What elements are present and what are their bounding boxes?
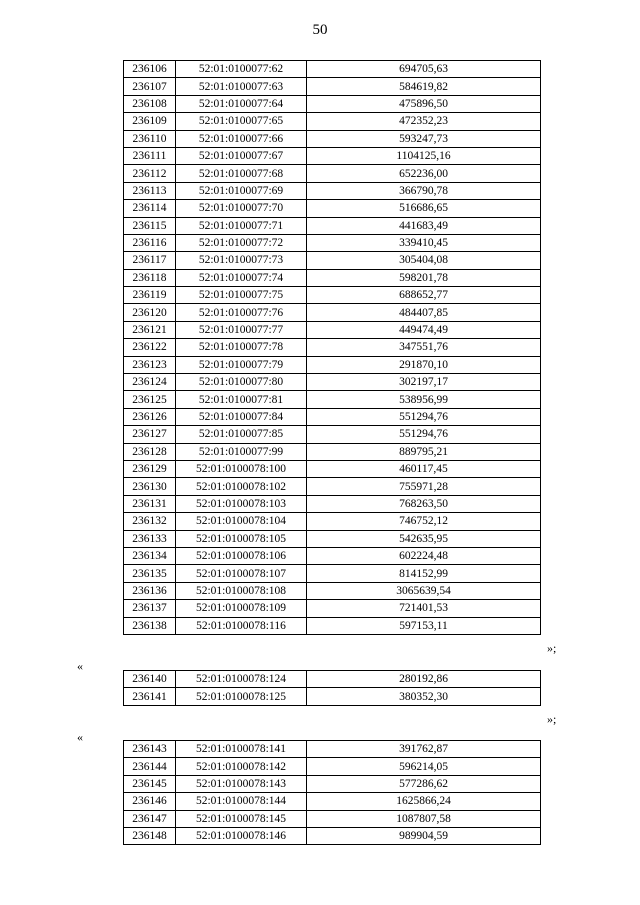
cadastral-number: 52:01:0100078:105 <box>176 530 307 547</box>
table-row <box>124 478 541 495</box>
cadastral-value: 551294,76 <box>307 408 541 425</box>
cadastral-value: 472352,23 <box>307 113 541 130</box>
cadastral-value: 721401,53 <box>307 600 541 617</box>
table-row <box>124 78 541 95</box>
row-number: 236136 <box>124 582 176 599</box>
cadastral-value: 449474,49 <box>307 321 541 338</box>
row-number: 236115 <box>124 217 176 234</box>
cadastral-number: 52:01:0100078:100 <box>176 460 307 477</box>
row-number: 236108 <box>124 95 176 112</box>
cadastral-value: 755971,28 <box>307 478 541 495</box>
cadastral-number: 52:01:0100077:70 <box>176 200 307 217</box>
cadastral-value: 339410,45 <box>307 234 541 251</box>
table-row <box>124 182 541 199</box>
row-number: 236138 <box>124 617 176 634</box>
table-row <box>124 113 541 130</box>
cadastral-value: 3065639,54 <box>307 582 541 599</box>
table-row <box>124 443 541 460</box>
cadastral-number: 52:01:0100077:74 <box>176 269 307 286</box>
table-row <box>124 130 541 147</box>
cadastral-value: 688652,77 <box>307 287 541 304</box>
row-number: 236113 <box>124 182 176 199</box>
cadastral-number: 52:01:0100078:125 <box>176 688 307 705</box>
row-number: 236128 <box>124 443 176 460</box>
table-row <box>124 582 541 599</box>
cadastral-value: 305404,08 <box>307 252 541 269</box>
close-quote-1: »; <box>547 641 557 655</box>
table-row <box>124 391 541 408</box>
row-number: 236137 <box>124 600 176 617</box>
cadastral-value: 602224,48 <box>307 547 541 564</box>
row-number: 236114 <box>124 200 176 217</box>
cadastral-number: 52:01:0100077:77 <box>176 321 307 338</box>
table-row <box>124 547 541 564</box>
row-number: 236110 <box>124 130 176 147</box>
cadastral-number: 52:01:0100077:84 <box>176 408 307 425</box>
row-number: 236130 <box>124 478 176 495</box>
cadastral-value: 441683,49 <box>307 217 541 234</box>
table-row <box>124 617 541 634</box>
table-row <box>124 287 541 304</box>
row-number: 236144 <box>124 758 176 775</box>
cadastral-number: 52:01:0100078:116 <box>176 617 307 634</box>
cadastral-number: 52:01:0100077:69 <box>176 182 307 199</box>
row-number: 236118 <box>124 269 176 286</box>
row-number: 236133 <box>124 530 176 547</box>
cadastral-value: 366790,78 <box>307 182 541 199</box>
cadastral-value: 475896,50 <box>307 95 541 112</box>
table-row <box>124 339 541 356</box>
table-row <box>124 688 541 705</box>
cadastral-number: 52:01:0100077:64 <box>176 95 307 112</box>
table-row <box>124 321 541 338</box>
row-number: 236143 <box>124 741 176 758</box>
table-row <box>124 252 541 269</box>
row-number: 236106 <box>124 61 176 78</box>
data-table-2 <box>123 670 541 706</box>
cadastral-number: 52:01:0100077:81 <box>176 391 307 408</box>
cadastral-value: 889795,21 <box>307 443 541 460</box>
table-row <box>124 61 541 78</box>
cadastral-value: 484407,85 <box>307 304 541 321</box>
page-number: 50 <box>312 22 328 38</box>
cadastral-number: 52:01:0100077:71 <box>176 217 307 234</box>
table-row <box>124 671 541 688</box>
cadastral-number: 52:01:0100078:142 <box>176 758 307 775</box>
table-row <box>124 165 541 182</box>
cadastral-number: 52:01:0100077:66 <box>176 130 307 147</box>
cadastral-number: 52:01:0100077:72 <box>176 234 307 251</box>
cadastral-number: 52:01:0100078:106 <box>176 547 307 564</box>
cadastral-value: 291870,10 <box>307 356 541 373</box>
cadastral-number: 52:01:0100077:99 <box>176 443 307 460</box>
data-table-3 <box>123 740 541 845</box>
table-row <box>124 758 541 775</box>
cadastral-number: 52:01:0100077:79 <box>176 356 307 373</box>
cadastral-value: 391762,87 <box>307 741 541 758</box>
cadastral-number: 52:01:0100077:67 <box>176 147 307 164</box>
cadastral-number: 52:01:0100078:107 <box>176 565 307 582</box>
row-number: 236120 <box>124 304 176 321</box>
cadastral-number: 52:01:0100078:103 <box>176 495 307 512</box>
cadastral-value: 551294,76 <box>307 426 541 443</box>
table-row <box>124 95 541 112</box>
table-row <box>124 513 541 530</box>
cadastral-value: 652236,00 <box>307 165 541 182</box>
cadastral-value: 380352,30 <box>307 688 541 705</box>
cadastral-value: 596214,05 <box>307 758 541 775</box>
table-row <box>124 530 541 547</box>
cadastral-number: 52:01:0100078:145 <box>176 810 307 827</box>
cadastral-number: 52:01:0100077:62 <box>176 61 307 78</box>
close-quote-2: »; <box>547 712 557 726</box>
cadastral-number: 52:01:0100078:104 <box>176 513 307 530</box>
row-number: 236132 <box>124 513 176 530</box>
cadastral-number: 52:01:0100078:108 <box>176 582 307 599</box>
table-row <box>124 269 541 286</box>
table-row <box>124 217 541 234</box>
row-number: 236147 <box>124 810 176 827</box>
cadastral-value: 1087807,58 <box>307 810 541 827</box>
cadastral-number: 52:01:0100077:73 <box>176 252 307 269</box>
table-row <box>124 147 541 164</box>
cadastral-value: 597153,11 <box>307 617 541 634</box>
cadastral-value: 516686,65 <box>307 200 541 217</box>
cadastral-number: 52:01:0100077:68 <box>176 165 307 182</box>
cadastral-number: 52:01:0100077:76 <box>176 304 307 321</box>
row-number: 236126 <box>124 408 176 425</box>
row-number: 236141 <box>124 688 176 705</box>
cadastral-number: 52:01:0100078:109 <box>176 600 307 617</box>
table-row <box>124 426 541 443</box>
cadastral-number: 52:01:0100077:80 <box>176 374 307 391</box>
cadastral-number: 52:01:0100078:144 <box>176 793 307 810</box>
open-quote-1: « <box>77 659 83 673</box>
row-number: 236122 <box>124 339 176 356</box>
cadastral-number: 52:01:0100077:78 <box>176 339 307 356</box>
row-number: 236146 <box>124 793 176 810</box>
cadastral-number: 52:01:0100078:143 <box>176 775 307 792</box>
row-number: 236131 <box>124 495 176 512</box>
open-quote-2: « <box>77 730 83 744</box>
cadastral-value: 1625866,24 <box>307 793 541 810</box>
row-number: 236111 <box>124 147 176 164</box>
table-row <box>124 234 541 251</box>
table-row <box>124 600 541 617</box>
cadastral-value: 347551,76 <box>307 339 541 356</box>
row-number: 236107 <box>124 78 176 95</box>
row-number: 236117 <box>124 252 176 269</box>
cadastral-number: 52:01:0100078:141 <box>176 741 307 758</box>
row-number: 236145 <box>124 775 176 792</box>
cadastral-value: 598201,78 <box>307 269 541 286</box>
cadastral-value: 814152,99 <box>307 565 541 582</box>
table-row <box>124 200 541 217</box>
table-row <box>124 810 541 827</box>
cadastral-value: 302197,17 <box>307 374 541 391</box>
cadastral-number: 52:01:0100078:146 <box>176 827 307 844</box>
data-table-1 <box>123 60 541 635</box>
cadastral-value: 989904,59 <box>307 827 541 844</box>
cadastral-value: 460117,45 <box>307 460 541 477</box>
cadastral-value: 1104125,16 <box>307 147 541 164</box>
table-row <box>124 741 541 758</box>
table-row <box>124 408 541 425</box>
row-number: 236140 <box>124 671 176 688</box>
table-row <box>124 827 541 844</box>
row-number: 236129 <box>124 460 176 477</box>
table-row <box>124 356 541 373</box>
row-number: 236125 <box>124 391 176 408</box>
row-number: 236109 <box>124 113 176 130</box>
cadastral-number: 52:01:0100077:63 <box>176 78 307 95</box>
cadastral-value: 768263,50 <box>307 495 541 512</box>
cadastral-number: 52:01:0100078:102 <box>176 478 307 495</box>
cadastral-number: 52:01:0100078:124 <box>176 671 307 688</box>
cadastral-value: 584619,82 <box>307 78 541 95</box>
table-row <box>124 460 541 477</box>
cadastral-value: 280192,86 <box>307 671 541 688</box>
cadastral-value: 593247,73 <box>307 130 541 147</box>
cadastral-value: 577286,62 <box>307 775 541 792</box>
row-number: 236135 <box>124 565 176 582</box>
table-row <box>124 775 541 792</box>
row-number: 236123 <box>124 356 176 373</box>
cadastral-number: 52:01:0100077:65 <box>176 113 307 130</box>
cadastral-value: 542635,95 <box>307 530 541 547</box>
table-row <box>124 304 541 321</box>
row-number: 236116 <box>124 234 176 251</box>
cadastral-number: 52:01:0100077:85 <box>176 426 307 443</box>
cadastral-value: 538956,99 <box>307 391 541 408</box>
cadastral-value: 746752,12 <box>307 513 541 530</box>
row-number: 236134 <box>124 547 176 564</box>
row-number: 236124 <box>124 374 176 391</box>
row-number: 236121 <box>124 321 176 338</box>
row-number: 236112 <box>124 165 176 182</box>
row-number: 236119 <box>124 287 176 304</box>
cadastral-number: 52:01:0100077:75 <box>176 287 307 304</box>
table-row <box>124 793 541 810</box>
table-row <box>124 495 541 512</box>
table-row <box>124 374 541 391</box>
row-number: 236127 <box>124 426 176 443</box>
table-row <box>124 565 541 582</box>
cadastral-value: 694705,63 <box>307 61 541 78</box>
row-number: 236148 <box>124 827 176 844</box>
